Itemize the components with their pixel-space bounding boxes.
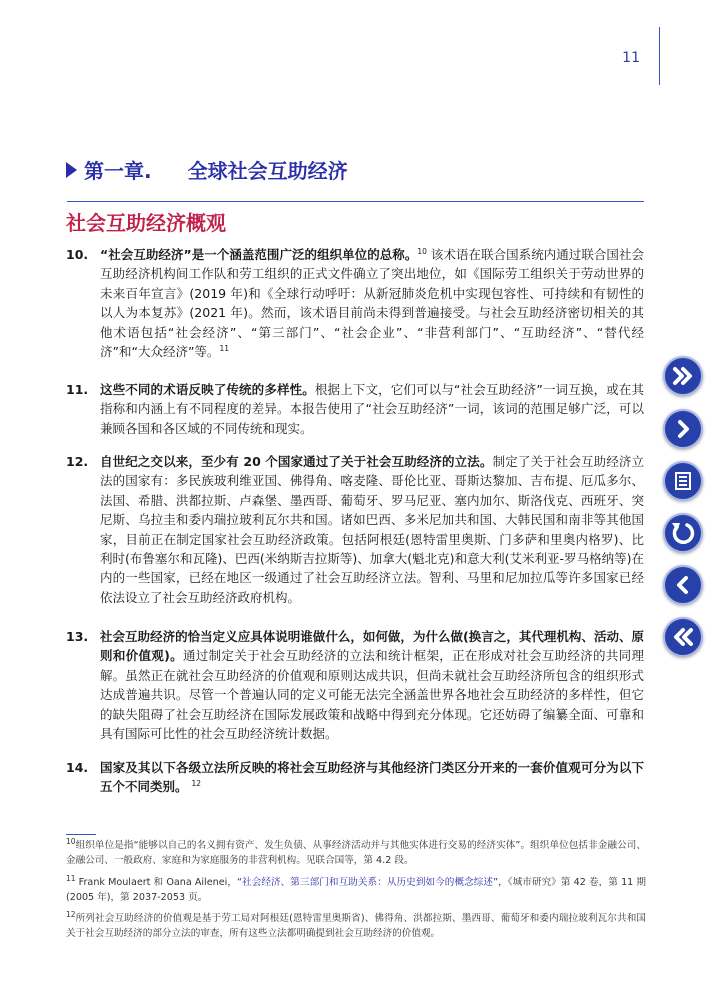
paragraph-body	[100, 380, 644, 438]
paragraph-body	[100, 245, 644, 361]
paragraph-14	[66, 758, 646, 797]
paragraph-10	[66, 245, 646, 361]
footnote-11	[66, 873, 646, 905]
page-number: 11	[622, 50, 640, 66]
paragraph-number: 12.	[66, 454, 89, 469]
paragraph-text: 通过制定关于社会互助经济的立法和统计框架，正在形成对社会互助经济的共同理解。虽然正在就社会互助经济的价值观和原则达成共识，但尚未就社会互助经济所包含的组织形式达成普遍共识。尽管一个普遍认同的定义可能无法完全涵盖世界各地社会互助经济的多样性，但它的缺失阻碍了社会互助经济在国际发展政策和战略中得到充分体现。它还妨碍了编纂全面、可靠和具有国际可比性的社会互助经济统计数据。	[100, 648, 644, 742]
double-chevron-left-icon	[665, 619, 701, 655]
footnote-text: 所列社会互助经济的价值观是基于劳工局对阿根廷(恩特雷里奥斯省)、佛得角、洪都拉斯、墨西哥、葡萄牙和委内瑞拉玻利瓦尔共和国关于社会互助经济的部分立法的审查，所有这些立法都明确提到社会互助经济的价值观。	[66, 913, 646, 939]
chevron-right-icon	[665, 411, 701, 447]
paragraph-number: 10.	[66, 247, 89, 262]
footnote-text: 组织单位是指“能够以自己的名义拥有资产、发生负债、从事经济活动并与其他实体进行交易的经济实体”。组织单位包括非金融公司、金融公司、一般政府、家庭和为家庭服务的非营利机构。见联合国等，第 4.2 段。	[66, 840, 646, 866]
menu-button[interactable]	[663, 461, 703, 501]
footnote-text: ，《城市研究》第 42 卷，第 11 期(2005 年)，第 2037-2053 页。	[66, 877, 646, 903]
previous-page-button[interactable]	[663, 565, 703, 605]
first-page-button[interactable]	[663, 617, 703, 657]
paragraph-13	[66, 627, 646, 743]
footnote-mark: 12	[66, 909, 76, 919]
chevron-left-icon	[665, 567, 701, 603]
footnote-ref[interactable]: 12	[191, 779, 202, 789]
paragraph-text: 根据上下文，它们可以与“社会互助经济”一词互换，或在其指称和内涵上有不同程度的差异。本报告使用了“社会互助经济”一词，该词的范围足够广泛，可以兼顾各国和各区域的不同传统和现实。	[100, 382, 644, 436]
paragraph-number: 11.	[66, 382, 89, 397]
paragraph-lead: “社会互助经济”是一个涵盖范围广泛的组织单位的总称。	[100, 247, 418, 262]
footnote-10	[66, 836, 646, 868]
footnote-separator	[66, 834, 96, 835]
paragraph-lead: 这些不同的术语反映了传统的多样性。	[100, 382, 315, 397]
paragraph-lead: 国家及其以下各级立法所反映的将社会互助经济与其他经济门类区分开来的一套价值观可分为以下五个不同类别。	[100, 760, 644, 795]
footnote-author: Frank Moulaert 和 Oana Ailenei，	[78, 877, 237, 888]
paragraph-11	[66, 380, 646, 438]
return-button[interactable]	[663, 513, 703, 553]
footnote-12	[66, 909, 646, 941]
footnote-mark: 10	[66, 836, 76, 846]
paragraph-body	[100, 627, 644, 743]
chapter-title: 全球社会互助经济	[187, 159, 348, 183]
footnote-link[interactable]: “社会经济、第三部门和互助关系：从历史到如今的概念综述”	[237, 877, 499, 888]
next-page-button[interactable]	[663, 409, 703, 449]
footnote-ref[interactable]: 10	[417, 246, 427, 256]
chapter-label: 第一章.	[84, 159, 152, 183]
paragraph-text: 该术语在联合国系统内通过联合国社会互助经济机构间工作队和劳工组织的正式文件确立了突出地位，如《国际劳工组织关于劳动世界的未来百年宣言》(2019 年)和《全球行动呼吁：从新冠肺炎危机中实现包容性、可持续和有韧性的以人为本复苏》(2021 年)。然而，该术语目前尚未得到普遍接受。与社会互助经济密切相关的其他术语包括“社会经济”、“第三部门”、“社会企业”、“非营利部门”、“互助经济”、“替代经济”和“大众经济”等。	[100, 247, 644, 360]
triangle-bullet-icon	[66, 162, 77, 178]
last-page-button[interactable]	[663, 356, 703, 396]
footnote-ref[interactable]: 11	[219, 343, 229, 353]
footnote-mark: 11	[66, 873, 76, 883]
paragraph-lead: 社会互助经济的恰当定义应具体说明谁做什么，如何做，为什么做(换言之，其代理机构、活动、原则和价值观)。	[100, 629, 644, 664]
double-chevron-right-icon	[665, 358, 701, 394]
paragraph-body	[100, 758, 644, 797]
chapter-underline	[67, 201, 644, 202]
section-title: 社会互助经济概观	[66, 211, 226, 235]
paragraph-number: 13.	[66, 629, 89, 644]
paragraph-12	[66, 452, 646, 607]
menu-icon	[665, 463, 701, 499]
header-divider	[659, 27, 660, 85]
paragraph-text: 制定了关于社会互助经济立法的国家有：多民族玻利维亚国、佛得角、喀麦隆、哥伦比亚、哥斯达黎加、吉布提、厄瓜多尔、法国、希腊、洪都拉斯、卢森堡、墨西哥、葡萄牙、罗马尼亚、塞内加尔、斯洛伐克、西班牙、突尼斯、乌拉圭和委内瑞拉玻利瓦尔共和国。诸如巴西、多米尼加共和国、大韩民国和南非等其他国家，目前正在制定国家社会互助经济政策。包括阿根廷(恩特雷里奥斯、门多萨和里奥内格罗)、比利时(布鲁塞尔和瓦隆)、巴西(米纳斯吉拉斯等)、加拿大(魁北克)和意大利(艾米利亚-罗马格纳等)在内的一些国家，已经在地区一级通过了社会互助经济立法。智利、马里和尼加拉瓜等许多国家已经依法设立了社会互助经济政府机构。	[100, 454, 644, 605]
paragraph-lead: 自世纪之交以来，至少有 20 个国家通过了关于社会互助经济的立法。	[100, 454, 493, 469]
paragraph-number: 14.	[66, 760, 89, 775]
chapter-heading	[66, 155, 348, 184]
paragraph-body	[100, 452, 644, 607]
return-icon	[665, 515, 701, 551]
